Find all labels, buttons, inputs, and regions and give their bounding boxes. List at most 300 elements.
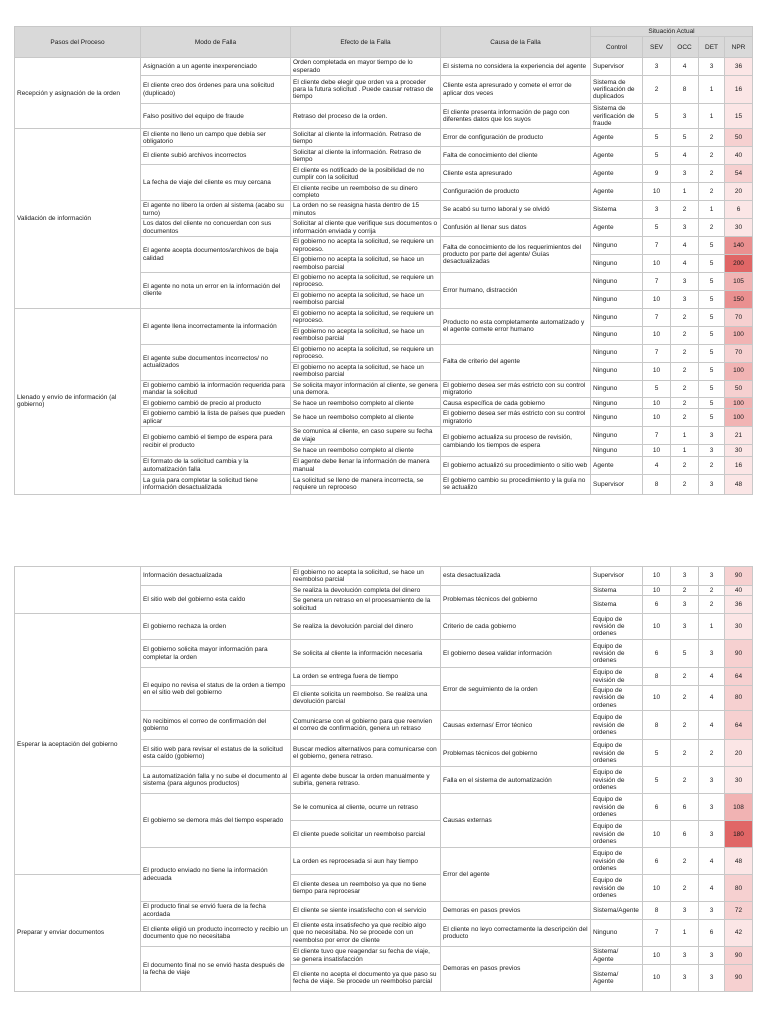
- occ-cell: 8: [671, 76, 699, 104]
- det-cell: 3: [699, 640, 725, 668]
- control-cell: Ninguno: [591, 427, 643, 445]
- control-cell: Agente: [591, 183, 643, 201]
- det-cell: 2: [699, 457, 725, 475]
- sev-cell: 10: [643, 362, 671, 380]
- npr-cell: 90: [725, 567, 753, 586]
- npr-cell: 42: [725, 920, 753, 947]
- failure-effect-cell: El gobierno no acepta la solicitud, se hace un reembolso parcial: [291, 255, 441, 273]
- npr-cell: 20: [725, 183, 753, 201]
- control-cell: Sistema/Agente: [591, 902, 643, 920]
- failure-cause-cell: El gobierno cambio su procedimiento y la guía no se actualizo: [441, 474, 591, 494]
- sev-cell: 10: [643, 586, 671, 596]
- control-cell: Sistema: [591, 201, 643, 219]
- failure-effect-cell: El agente debe llenar la información de manera manual: [291, 457, 441, 475]
- det-cell: 2: [699, 586, 725, 596]
- failure-effect-cell: Se genera un retraso en el procesamiento de la solicitud: [291, 596, 441, 614]
- fmea-table-top: [14, 26, 753, 495]
- failure-cause-cell: Error del agente: [441, 848, 591, 902]
- control-cell: Equipo de revisión de ordenes: [591, 686, 643, 711]
- sev-cell: 5: [643, 380, 671, 398]
- failure-cause-cell: esta desactualizada: [441, 567, 591, 586]
- failure-mode-cell: El agente sube documentos incorrectos/ no actualizados: [141, 344, 291, 380]
- det-cell: 5: [699, 344, 725, 362]
- failure-mode-cell: La automatización falla y no sube el documento al sistema (para algunos productos): [141, 767, 291, 794]
- npr-cell: 50: [725, 129, 753, 147]
- det-cell: 5: [699, 362, 725, 380]
- det-cell: 3: [699, 947, 725, 965]
- control-cell: Agente: [591, 457, 643, 475]
- control-cell: Equipo de revisión de ordenes: [591, 711, 643, 740]
- det-cell: 1: [699, 201, 725, 219]
- failure-effect-cell: Solicitar al cliente la información. Retraso de tiempo: [291, 147, 441, 165]
- sev-cell: 10: [643, 183, 671, 201]
- occ-cell: 1: [671, 920, 699, 947]
- det-cell: 5: [699, 380, 725, 398]
- occ-cell: 6: [671, 821, 699, 848]
- npr-cell: 90: [725, 947, 753, 965]
- failure-cause-cell: Se acabó su turno laboral y se olvidó: [441, 201, 591, 219]
- npr-cell: 100: [725, 362, 753, 380]
- failure-effect-cell: La solicitud se lleno de manera incorrecta, se requiere un reproceso: [291, 474, 441, 494]
- det-cell: 1: [699, 76, 725, 104]
- failure-effect-cell: El gobierno no acepta la solicitud, se requiere un reproceso.: [291, 344, 441, 362]
- failure-mode-cell: El gobierno cambió la lista de países que pueden aplicar: [141, 409, 291, 427]
- failure-effect-cell: El cliente recibe un reembolso de su dinero completo: [291, 183, 441, 201]
- occ-cell: 3: [671, 219, 699, 237]
- sev-cell: 9: [643, 165, 671, 183]
- npr-cell: 140: [725, 237, 753, 255]
- det-cell: 3: [699, 767, 725, 794]
- control-cell: Ninguno: [591, 326, 643, 344]
- sev-cell: 7: [643, 237, 671, 255]
- det-cell: 3: [699, 427, 725, 445]
- failure-effect-cell: Comunicarse con el gobierno para que reenvíen el correo de confirmación, genera un retraso: [291, 711, 441, 740]
- sev-cell: 10: [643, 614, 671, 640]
- npr-cell: 40: [725, 147, 753, 165]
- occ-cell: 4: [671, 58, 699, 76]
- npr-cell: 48: [725, 848, 753, 875]
- header-control: Control: [591, 37, 643, 58]
- header-sev: SEV: [643, 37, 671, 58]
- failure-effect-cell: Solicitar al cliente la información. Retraso de tiempo: [291, 129, 441, 147]
- failure-cause-cell: Causas externas: [441, 794, 591, 848]
- sev-cell: 10: [643, 821, 671, 848]
- npr-cell: 200: [725, 255, 753, 273]
- occ-cell: 5: [671, 129, 699, 147]
- control-cell: Equipo de revisión de ordenes: [591, 767, 643, 794]
- failure-mode-cell: Información desactualizada: [141, 567, 291, 586]
- failure-cause-cell: El gobierno actualizó su procedimiento o sitio web: [441, 457, 591, 475]
- det-cell: 2: [699, 147, 725, 165]
- npr-cell: 16: [725, 457, 753, 475]
- header-occ: OCC: [671, 37, 699, 58]
- det-cell: 1: [699, 104, 725, 129]
- sev-cell: 4: [643, 457, 671, 475]
- sev-cell: 10: [643, 398, 671, 409]
- npr-cell: 21: [725, 427, 753, 445]
- failure-effect-cell: La orden es reprocesada si aun hay tiempo: [291, 848, 441, 875]
- failure-cause-cell: El gobierno desea validar información: [441, 640, 591, 668]
- control-cell: Sistema de verificación de duplicados: [591, 76, 643, 104]
- failure-mode-cell: El cliente subió archivos incorrectos: [141, 147, 291, 165]
- sev-cell: 10: [643, 947, 671, 965]
- det-cell: 3: [699, 821, 725, 848]
- occ-cell: 2: [671, 380, 699, 398]
- process-step-cell: Esperar la aceptación del gobierno: [15, 614, 141, 875]
- det-cell: 4: [699, 686, 725, 711]
- control-cell: Agente: [591, 129, 643, 147]
- header-situacion: Situación Actual: [591, 27, 753, 37]
- failure-effect-cell: Se le comunica al cliente, ocurre un retraso: [291, 794, 441, 821]
- failure-effect-cell: Se hace un reembolso completo al cliente: [291, 445, 441, 457]
- failure-mode-cell: El agente no libero la orden al sistema (acabo su turno): [141, 201, 291, 219]
- npr-cell: 30: [725, 767, 753, 794]
- failure-mode-cell: El agente no nota un error en la información del cliente: [141, 273, 291, 309]
- det-cell: 4: [699, 711, 725, 740]
- failure-cause-cell: Problemas técnicos del gobierno: [441, 740, 591, 767]
- det-cell: 2: [699, 183, 725, 201]
- header-modo: Modo de Falla: [141, 27, 291, 58]
- failure-mode-cell: El producto enviado no tiene la información adecuada: [141, 848, 291, 902]
- control-cell: Agente: [591, 147, 643, 165]
- occ-cell: 2: [671, 875, 699, 902]
- failure-effect-cell: El cliente no acepta el documento ya que paso su fecha de viaje. Se procede un reembolso parcial: [291, 965, 441, 992]
- failure-mode-cell: Los datos del cliente no concuerdan con sus documentos: [141, 219, 291, 237]
- npr-cell: 30: [725, 445, 753, 457]
- occ-cell: 2: [671, 201, 699, 219]
- occ-cell: 2: [671, 586, 699, 596]
- failure-cause-cell: Demoras en pasos previos: [441, 947, 591, 992]
- occ-cell: 2: [671, 344, 699, 362]
- det-cell: 3: [699, 965, 725, 992]
- npr-cell: 16: [725, 76, 753, 104]
- control-cell: Supervisor: [591, 58, 643, 76]
- failure-effect-cell: Se solicita mayor información al cliente, se genera una demora.: [291, 380, 441, 398]
- failure-effect-cell: El gobierno no acepta la solicitud, se hace un reembolso parcial: [291, 326, 441, 344]
- failure-cause-cell: Configuración de producto: [441, 183, 591, 201]
- sev-cell: 6: [643, 794, 671, 821]
- control-cell: Ninguno: [591, 362, 643, 380]
- control-cell: Agente: [591, 165, 643, 183]
- occ-cell: 4: [671, 147, 699, 165]
- control-cell: Equipo de revisión de ordenes: [591, 848, 643, 875]
- failure-mode-cell: El cliente eligió un producto incorrecto y recibio un documento que no necesitaba: [141, 920, 291, 947]
- control-cell: Ninguno: [591, 409, 643, 427]
- control-cell: Sistema: [591, 596, 643, 614]
- failure-mode-cell: El gobierno cambió la información requerida para mandar la solicitud: [141, 380, 291, 398]
- control-cell: Ninguno: [591, 920, 643, 947]
- occ-cell: 3: [671, 567, 699, 586]
- occ-cell: 2: [671, 308, 699, 326]
- failure-mode-cell: El documento final no se envió hasta después de la fecha de viaje: [141, 947, 291, 992]
- failure-mode-cell: La guía para completar la solicitud tiene información desactualizada: [141, 474, 291, 494]
- failure-mode-cell: El cliente creo dos órdenes para una solicitud (duplicado): [141, 76, 291, 104]
- failure-mode-cell: La fecha de viaje del cliente es muy cercana: [141, 165, 291, 201]
- occ-cell: 2: [671, 686, 699, 711]
- failure-cause-cell: El cliente presenta información de pago con diferentes datos que los suyos: [441, 104, 591, 129]
- failure-cause-cell: El gobierno desea ser más estricto con su control migratorio: [441, 409, 591, 427]
- npr-cell: 64: [725, 668, 753, 686]
- control-cell: Supervisor: [591, 474, 643, 494]
- npr-cell: 150: [725, 290, 753, 308]
- npr-cell: 105: [725, 273, 753, 291]
- sev-cell: 6: [643, 596, 671, 614]
- failure-mode-cell: No recibimos el correo de confirmación del gobierno: [141, 711, 291, 740]
- sev-cell: 6: [643, 640, 671, 668]
- failure-cause-cell: Producto no esta completamente automatizado y el agente comete error humano: [441, 308, 591, 344]
- failure-mode-cell: El equipo no revisa el status de la orden a tiempo en el sitio web del gobierno: [141, 668, 291, 711]
- npr-cell: 36: [725, 596, 753, 614]
- table-row: [15, 308, 753, 326]
- npr-cell: 180: [725, 821, 753, 848]
- control-cell: Equipo de revisión de ordenes: [591, 614, 643, 640]
- failure-cause-cell: Falla en el sistema de automatización: [441, 767, 591, 794]
- table-row: [15, 875, 753, 902]
- occ-cell: 2: [671, 848, 699, 875]
- npr-cell: 70: [725, 344, 753, 362]
- det-cell: 2: [699, 165, 725, 183]
- control-cell: Equipo de revisión de ordenes: [591, 740, 643, 767]
- control-cell: Ninguno: [591, 344, 643, 362]
- npr-cell: 70: [725, 308, 753, 326]
- sev-cell: 5: [643, 129, 671, 147]
- failure-cause-cell: Falta de criterio del agente: [441, 344, 591, 380]
- sev-cell: 7: [643, 308, 671, 326]
- failure-effect-cell: Se realiza la devolución parcial del dinero: [291, 614, 441, 640]
- sev-cell: 5: [643, 740, 671, 767]
- sev-cell: 10: [643, 567, 671, 586]
- control-cell: Ninguno: [591, 273, 643, 291]
- failure-effect-cell: Se realiza la devolución completa del dinero: [291, 586, 441, 596]
- det-cell: 5: [699, 237, 725, 255]
- process-step-cell: Recepción y asignación de la orden: [15, 58, 141, 129]
- sev-cell: 10: [643, 290, 671, 308]
- control-cell: Equipo de revisión de ordenes: [591, 875, 643, 902]
- det-cell: 3: [699, 794, 725, 821]
- table-row: [15, 129, 753, 147]
- failure-effect-cell: El gobierno no acepta la solicitud, se hace un reembolso parcial: [291, 567, 441, 586]
- sev-cell: 10: [643, 409, 671, 427]
- det-cell: 4: [699, 668, 725, 686]
- occ-cell: 2: [671, 740, 699, 767]
- occ-cell: 3: [671, 290, 699, 308]
- failure-cause-cell: Error humano, distracción: [441, 273, 591, 309]
- det-cell: 5: [699, 326, 725, 344]
- failure-cause-cell: Cliente esta apresurado: [441, 165, 591, 183]
- sev-cell: 2: [643, 76, 671, 104]
- sev-cell: 7: [643, 273, 671, 291]
- sev-cell: 10: [643, 965, 671, 992]
- npr-cell: 90: [725, 640, 753, 668]
- control-cell: Equipo de revisión de: [591, 668, 643, 686]
- control-cell: Sistema de verificación de fraude: [591, 104, 643, 129]
- failure-effect-cell: El cliente es notificado de la posibilidad de no cumplir con la solicitud: [291, 165, 441, 183]
- sev-cell: 8: [643, 474, 671, 494]
- sev-cell: 5: [643, 767, 671, 794]
- failure-cause-cell: Error de configuración de producto: [441, 129, 591, 147]
- control-cell: Equipo de revisión de ordenes: [591, 794, 643, 821]
- occ-cell: 4: [671, 255, 699, 273]
- failure-effect-cell: La orden no se reasigna hasta dentro de 15 minutos: [291, 201, 441, 219]
- occ-cell: 3: [671, 614, 699, 640]
- sev-cell: 10: [643, 255, 671, 273]
- det-cell: 5: [699, 290, 725, 308]
- npr-cell: 15: [725, 104, 753, 129]
- sev-cell: 10: [643, 326, 671, 344]
- failure-effect-cell: El cliente se siente insatisfecho con el servicio: [291, 902, 441, 920]
- det-cell: 1: [699, 614, 725, 640]
- sev-cell: 5: [643, 219, 671, 237]
- control-cell: Equipo de revisión de ordenes: [591, 640, 643, 668]
- npr-cell: 48: [725, 474, 753, 494]
- failure-mode-cell: El sitio web del gobierno esta caído: [141, 586, 291, 614]
- header-efecto: Efecto de la Falla: [291, 27, 441, 58]
- table-row: [15, 614, 753, 640]
- sev-cell: 3: [643, 58, 671, 76]
- failure-effect-cell: El gobierno no acepta la solicitud, se hace un reembolso parcial: [291, 290, 441, 308]
- control-cell: Sistema/ Agente: [591, 947, 643, 965]
- npr-cell: 90: [725, 965, 753, 992]
- occ-cell: 1: [671, 427, 699, 445]
- fmea-table-bottom: [14, 566, 753, 992]
- npr-cell: 30: [725, 614, 753, 640]
- det-cell: 4: [699, 848, 725, 875]
- failure-cause-cell: El gobierno desea ser más estricto con su control migratorio: [441, 380, 591, 398]
- control-cell: Ninguno: [591, 308, 643, 326]
- failure-cause-cell: Error de seguimiento de la orden: [441, 668, 591, 711]
- failure-effect-cell: El cliente debe elegir que orden va a proceder para la futura solicitud . Puede causar retraso de tiempo: [291, 76, 441, 104]
- header-npr: NPR: [725, 37, 753, 58]
- occ-cell: 2: [671, 668, 699, 686]
- npr-cell: 30: [725, 219, 753, 237]
- npr-cell: 50: [725, 380, 753, 398]
- failure-cause-cell: Falta de conocimiento de los requerimientos del producto por parte del agente/ Guías desactualizadas: [441, 237, 591, 273]
- det-cell: 5: [699, 273, 725, 291]
- occ-cell: 2: [671, 474, 699, 494]
- npr-cell: 54: [725, 165, 753, 183]
- failure-mode-cell: Asignación a un agente inexperenciado: [141, 58, 291, 76]
- failure-effect-cell: La orden se entrega fuera de tiempo: [291, 668, 441, 686]
- occ-cell: 2: [671, 362, 699, 380]
- process-step-cell: Llenado y envío de información (al gobierno): [15, 308, 141, 494]
- det-cell: 2: [699, 129, 725, 147]
- sev-cell: 8: [643, 902, 671, 920]
- page-break: [0, 512, 768, 566]
- sev-cell: 7: [643, 427, 671, 445]
- header-paso: Pasos del Proceso: [15, 27, 141, 58]
- failure-effect-cell: El gobierno no acepta la solicitud, se requiere un reproceso.: [291, 237, 441, 255]
- sev-cell: 8: [643, 668, 671, 686]
- failure-effect-cell: El cliente esta insatisfecho ya que recibio algo que no necesitaba. No se procede con un reembolso por error de cliente: [291, 920, 441, 947]
- sev-cell: 5: [643, 104, 671, 129]
- npr-cell: 36: [725, 58, 753, 76]
- occ-cell: 2: [671, 409, 699, 427]
- occ-cell: 2: [671, 457, 699, 475]
- npr-cell: 100: [725, 409, 753, 427]
- control-cell: Ninguno: [591, 445, 643, 457]
- failure-mode-cell: El gobierno cambió el tiempo de espera para recibir el producto: [141, 427, 291, 457]
- control-cell: Supervisor: [591, 567, 643, 586]
- npr-cell: 80: [725, 875, 753, 902]
- det-cell: 3: [699, 902, 725, 920]
- det-cell: 2: [699, 740, 725, 767]
- failure-effect-cell: El gobierno no acepta la solicitud, se requiere un reproceso.: [291, 308, 441, 326]
- sev-cell: 6: [643, 848, 671, 875]
- det-cell: 2: [699, 219, 725, 237]
- failure-effect-cell: El agente debe buscar la orden manualmente y subirla, genera retraso.: [291, 767, 441, 794]
- sev-cell: 10: [643, 445, 671, 457]
- failure-effect-cell: Orden completada en mayor tiempo de lo esperado: [291, 58, 441, 76]
- failure-effect-cell: El gobierno no acepta la solicitud, se requiere un reproceso.: [291, 273, 441, 291]
- process-step-cell: Validación de información: [15, 129, 141, 308]
- failure-effect-cell: Se solicita al cliente la información necesaria: [291, 640, 441, 668]
- failure-mode-cell: El gobierno se demora más del tiempo esperado: [141, 794, 291, 848]
- failure-effect-cell: Solicitar al cliente que verifique sus documentos o información enviada y corrija: [291, 219, 441, 237]
- failure-mode-cell: El cliente no lleno un campo que debía ser obligatorio: [141, 129, 291, 147]
- failure-cause-cell: El sistema no considera la experiencia del agente: [441, 58, 591, 76]
- failure-mode-cell: El agente acepta documentos/archivos de baja calidad: [141, 237, 291, 273]
- process-step-cell: Preparar y enviar documentos: [15, 875, 141, 992]
- occ-cell: 2: [671, 767, 699, 794]
- npr-cell: 72: [725, 902, 753, 920]
- failure-effect-cell: Buscar medios alternativos para comunicarse con el gobierno, genera retraso.: [291, 740, 441, 767]
- det-cell: 5: [699, 398, 725, 409]
- control-cell: Ninguno: [591, 380, 643, 398]
- det-cell: 6: [699, 920, 725, 947]
- failure-mode-cell: El gobierno cambió de precio al producto: [141, 398, 291, 409]
- occ-cell: 3: [671, 165, 699, 183]
- control-cell: Agente: [591, 219, 643, 237]
- process-step-cell: [15, 567, 141, 614]
- occ-cell: 1: [671, 183, 699, 201]
- npr-cell: 64: [725, 711, 753, 740]
- det-cell: 3: [699, 445, 725, 457]
- failure-mode-cell: Falso positivo del equipo de fraude: [141, 104, 291, 129]
- npr-cell: 80: [725, 686, 753, 711]
- failure-mode-cell: El gobierno solicita mayor información para completar la orden: [141, 640, 291, 668]
- sev-cell: 7: [643, 344, 671, 362]
- sev-cell: 10: [643, 686, 671, 711]
- occ-cell: 4: [671, 237, 699, 255]
- occ-cell: 3: [671, 104, 699, 129]
- table-row: [15, 58, 753, 76]
- occ-cell: 2: [671, 398, 699, 409]
- failure-effect-cell: Retraso del proceso de la orden.: [291, 104, 441, 129]
- failure-mode-cell: El producto final se envió fuera de la fecha acordada: [141, 902, 291, 920]
- failure-cause-cell: Criterio de cada gobierno: [441, 614, 591, 640]
- occ-cell: 2: [671, 711, 699, 740]
- failure-mode-cell: El formato de la solicitud cambia y la automatización falla: [141, 457, 291, 475]
- occ-cell: 2: [671, 326, 699, 344]
- failure-effect-cell: Se hace un reembolso completo al cliente: [291, 409, 441, 427]
- failure-cause-cell: Causa específica de cada gobierno: [441, 398, 591, 409]
- control-cell: Sistema/ Agente: [591, 965, 643, 992]
- occ-cell: 3: [671, 947, 699, 965]
- control-cell: Ninguno: [591, 290, 643, 308]
- npr-cell: 20: [725, 740, 753, 767]
- failure-effect-cell: El cliente tuvo que reagendar su fecha de viaje, se genera insatisfacción: [291, 947, 441, 965]
- det-cell: 3: [699, 567, 725, 586]
- npr-cell: 100: [725, 326, 753, 344]
- failure-cause-cell: El gobierno actualiza su proceso de revisión, cambiando los tiempos de espera: [441, 427, 591, 457]
- npr-cell: 100: [725, 398, 753, 409]
- occ-cell: 3: [671, 902, 699, 920]
- npr-cell: 40: [725, 586, 753, 596]
- failure-cause-cell: El cliente no leyo correctamente la descripción del producto: [441, 920, 591, 947]
- occ-cell: 3: [671, 596, 699, 614]
- failure-effect-cell: El cliente solicita un reembolso. Se realiza una devolución parcial: [291, 686, 441, 711]
- failure-effect-cell: El cliente desea un reembolso ya que no tiene tiempo para reprocesar: [291, 875, 441, 902]
